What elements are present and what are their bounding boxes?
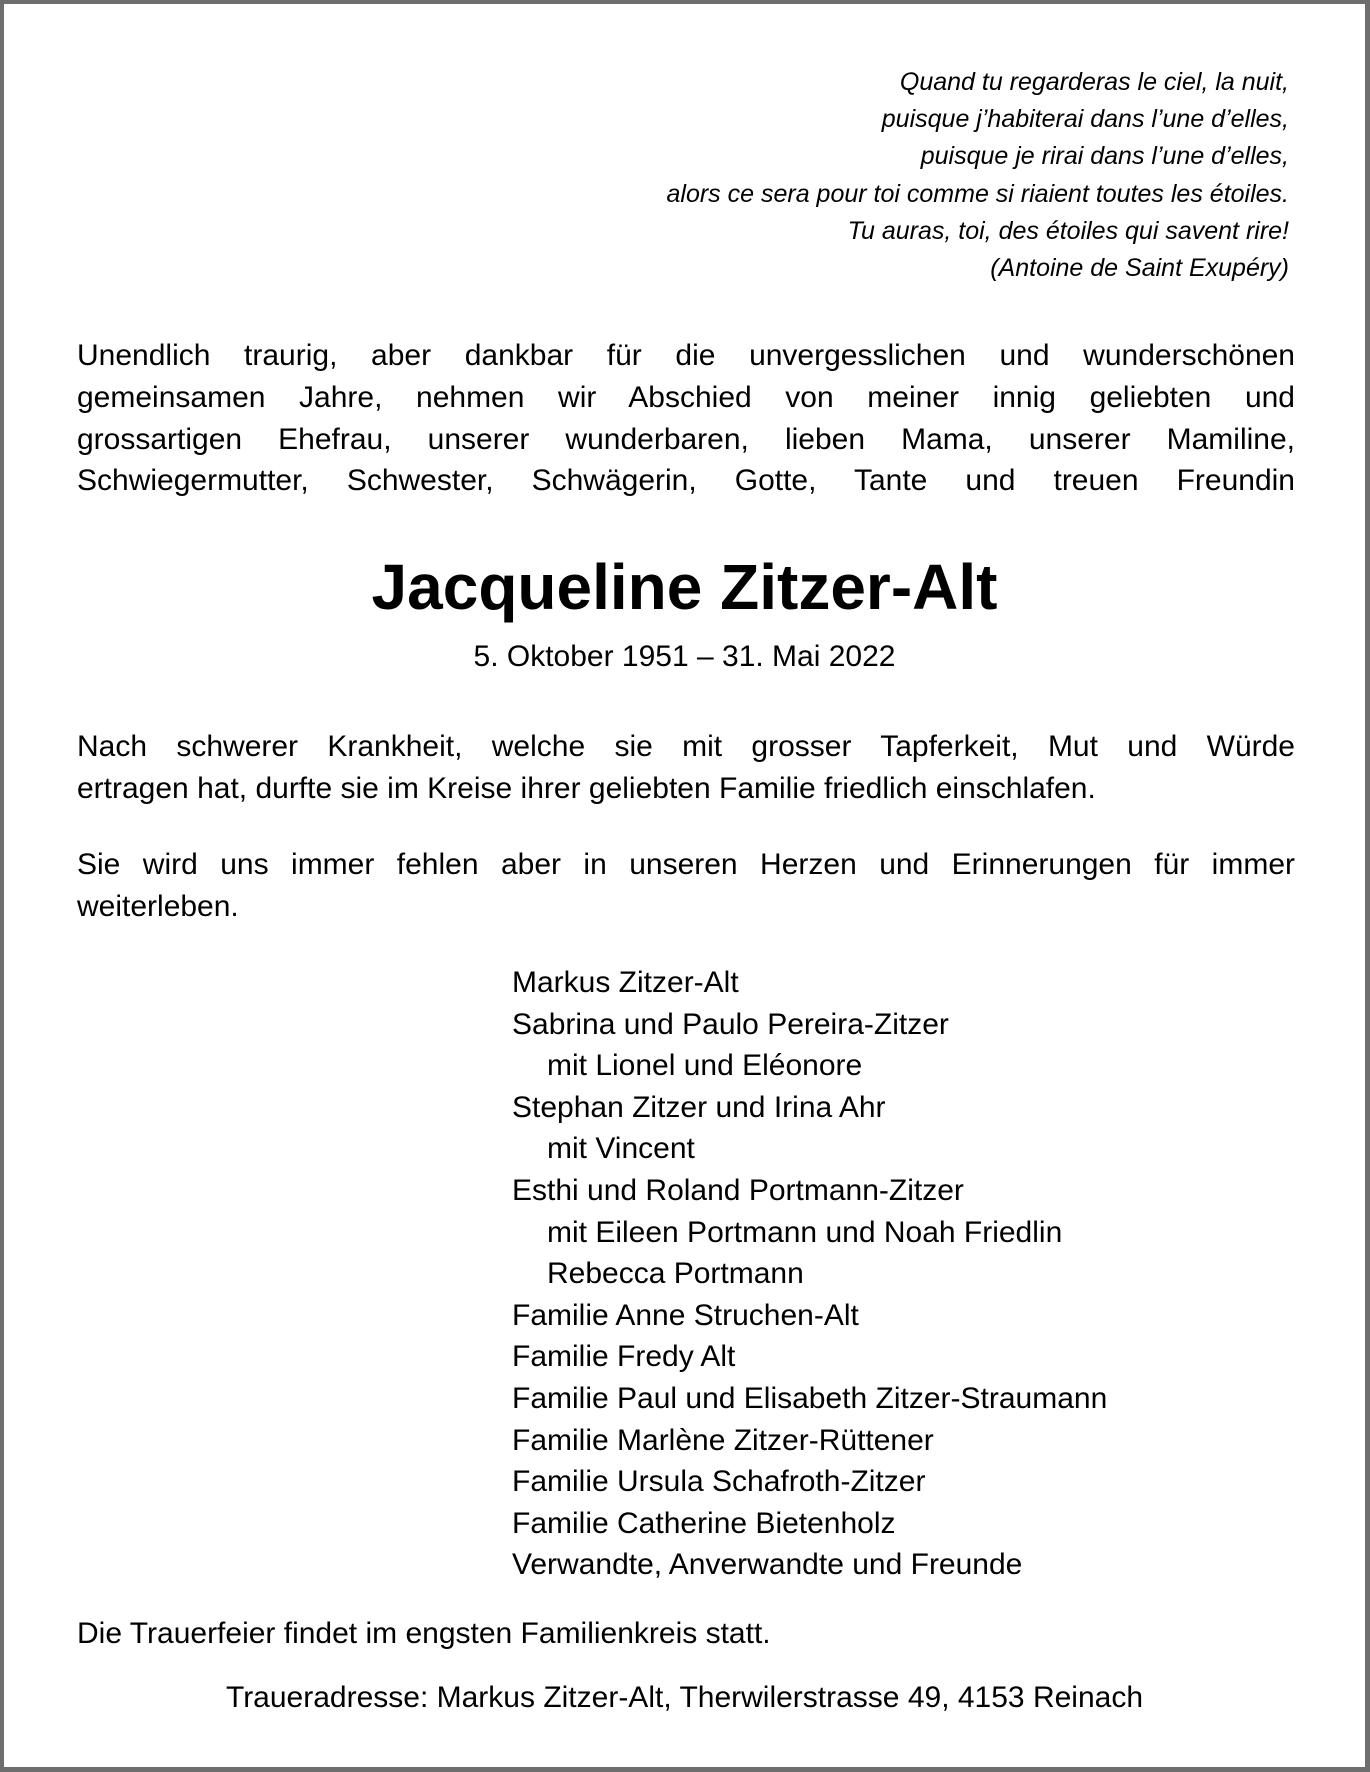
- paragraph-line: Sie wird uns immer fehlen aber in unseren Herzen und Erinnerungen für immer: [77, 848, 1295, 881]
- intro-paragraph: [77, 335, 1295, 502]
- mourner-entry: Sabrina und Paulo Pereira-Zitzer: [512, 1007, 949, 1041]
- mourner-entry: mit Eileen Portmann und Noah Friedlin: [547, 1215, 1063, 1249]
- quote-line: alors ce sera pour toi comme si riaient toutes les étoiles.: [666, 179, 1289, 208]
- obituary-page: [4, 4, 1365, 1767]
- illness-paragraph: [77, 726, 1295, 810]
- deceased-name: Jacqueline Zitzer-Alt: [371, 551, 998, 623]
- quote-line: Quand tu regarderas le ciel, la nuit,: [899, 68, 1289, 96]
- quote-line: puisque j’habiterai dans l’une d’elles,: [881, 105, 1289, 134]
- intro-line: grossartigen Ehefrau, unserer wunderbaren, lieben Mama, unserer Mamiline,: [77, 422, 1295, 456]
- quote-line: puisque je rirai dans l’une d’elles,: [920, 142, 1289, 171]
- mourner-entry: mit Lionel und Eléonore: [547, 1049, 863, 1083]
- life-dates: 5. Oktober 1951 – 31. Mai 2022: [473, 640, 896, 673]
- mourner-entry: Esthi und Roland Portmann-Zitzer: [512, 1173, 964, 1207]
- mourning-address: Traueradresse: Markus Zitzer-Alt, Therwilerstrasse 49, 4153 Reinach: [225, 1681, 1144, 1714]
- mourner-entry: Rebecca Portmann: [547, 1257, 804, 1291]
- intro-line: Schwiegermutter, Schwester, Schwägerin, Gotte, Tante und treuen Freundin: [77, 464, 1295, 498]
- mourner-entry: Familie Fredy Alt: [512, 1340, 736, 1374]
- paragraph-line: weiterleben.: [77, 889, 239, 923]
- mourner-entry: mit Vincent: [547, 1132, 695, 1166]
- intro-line: gemeinsamen Jahre, nehmen wir Abschied von meiner innig geliebten und: [77, 380, 1295, 414]
- mourner-entry: Familie Ursula Schafroth-Zitzer: [512, 1465, 926, 1499]
- ceremony-note: Die Trauerfeier findet im engsten Familienkreis statt.: [77, 1617, 771, 1650]
- quote-line: Tu auras, toi, des étoiles qui savent rire!: [847, 216, 1289, 245]
- mourner-entry: Familie Anne Struchen-Alt: [512, 1298, 859, 1332]
- paragraph-line: ertragen hat, durfte sie im Kreise ihrer geliebten Familie friedlich einschlafen.: [77, 771, 1096, 805]
- mourner-entry: Familie Marlène Zitzer-Rüttener: [512, 1423, 934, 1457]
- paragraph-line: Nach schwerer Krankheit, welche sie mit grosser Tapferkeit, Mut und Würde: [77, 730, 1295, 763]
- mourner-entry: Stephan Zitzer und Irina Ahr: [512, 1090, 886, 1124]
- mourner-entry: Markus Zitzer-Alt: [512, 966, 739, 999]
- mourners-list: [512, 962, 1107, 1586]
- mourner-entry: Verwandte, Anverwandte und Freunde: [512, 1548, 1023, 1582]
- mourner-entry: Familie Catherine Bietenholz: [512, 1506, 896, 1540]
- memory-paragraph: [77, 844, 1295, 928]
- poem-quote: [667, 64, 1290, 287]
- mourner-entry: Familie Paul und Elisabeth Zitzer-Straumann: [512, 1381, 1108, 1415]
- intro-line: Unendlich traurig, aber dankbar für die unvergesslichen und wunderschönen: [77, 339, 1295, 372]
- quote-author: (Antoine de Saint Exupéry): [990, 254, 1289, 283]
